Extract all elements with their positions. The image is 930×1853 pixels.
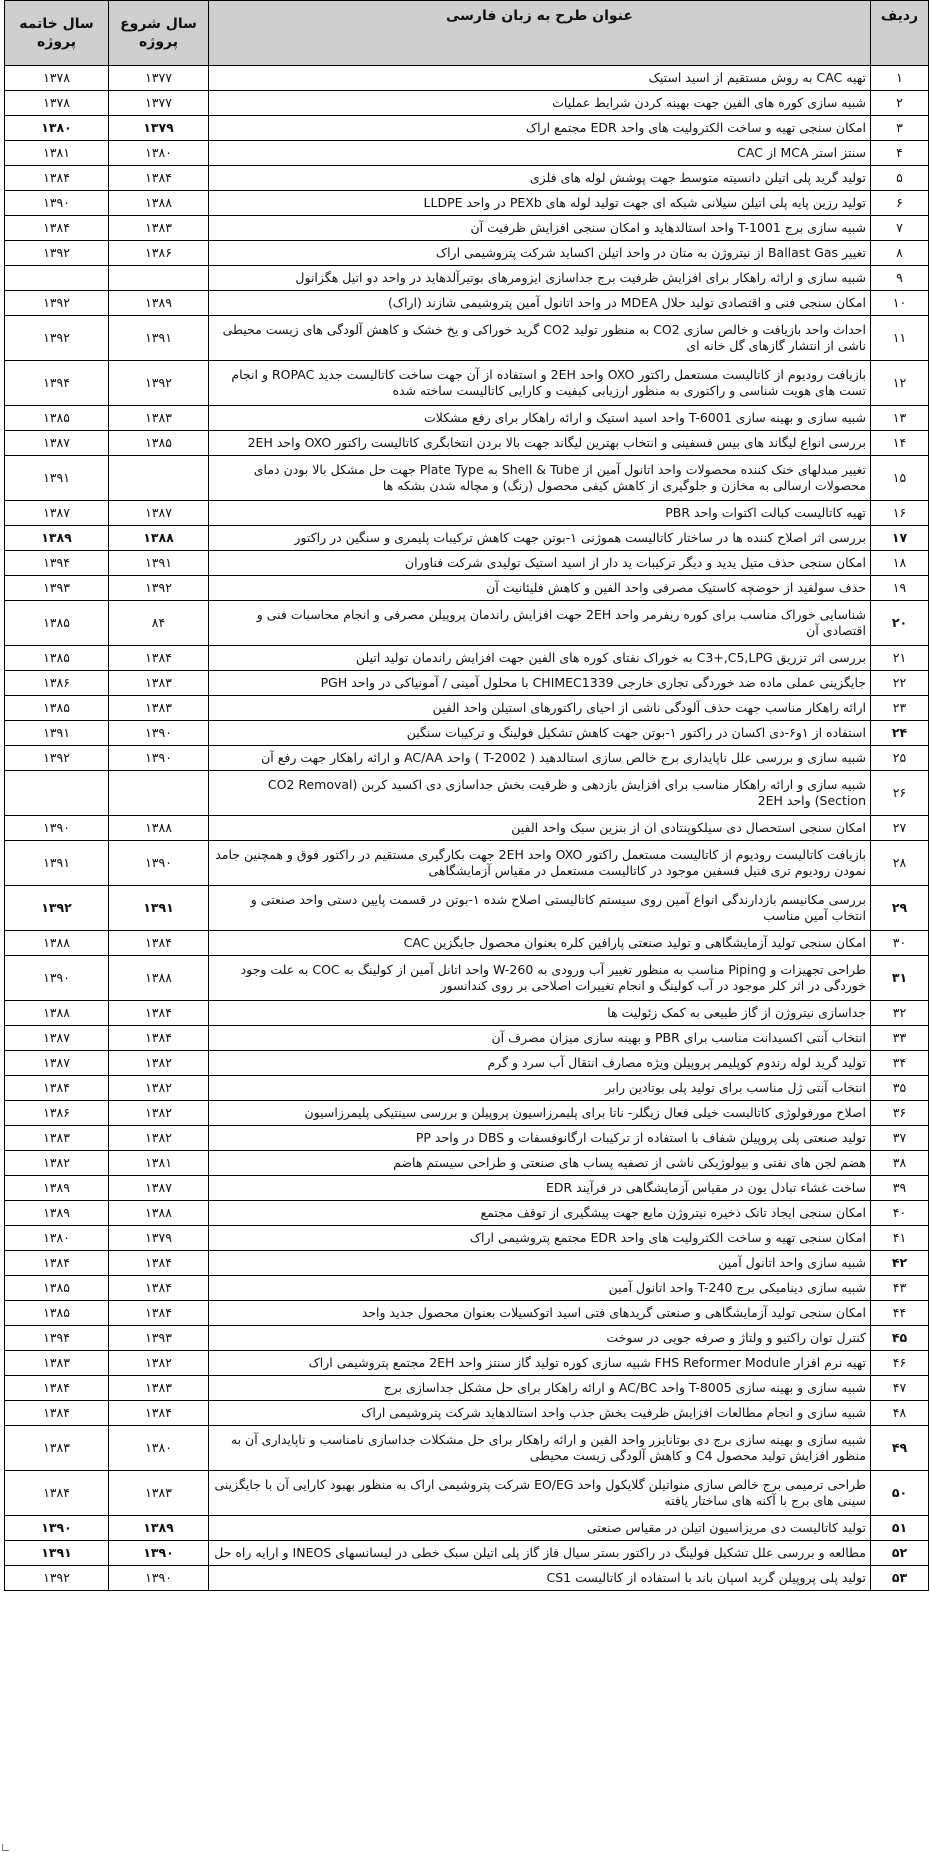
project-title-cell: شبیه سازی و بررسی علل ناپایداری برج خالص سازی استالدهید ( T-2002 ) واحد AC/AA و ارائه راهکار جهت رفع آن xyxy=(209,746,871,771)
project-title-cell: بازیافت رودیوم از کاتالیست مستعمل راکتور OXO واحد 2EH و استفاده از آن جهت ساخت کاتالیست جدید ROPAC و انجام تست های هویت شناسی و راکتوری به منظور ارزیابی کیفیت و کارایی کاتالیست ساخته شده xyxy=(209,361,871,406)
row-number-cell: ۹ xyxy=(871,266,929,291)
start-year-cell: ۱۳۸۴ xyxy=(109,931,209,956)
row-number-cell: ۴ xyxy=(871,141,929,166)
end-year-cell: ۱۳۸۰ xyxy=(5,1226,109,1251)
project-title-cell: اصلاح مورفولوژی کاتالیست خیلی فعال زیگلر- ناتا برای پلیمرزاسیون پروپیلن و بررسی سینتیکی پلیمرزاسیون xyxy=(209,1101,871,1126)
start-year-cell: ۱۳۸۹ xyxy=(109,291,209,316)
project-title-cell: تغییر مبدلهای خنک کننده محصولات واحد اتانول آمین از Shell & Tube به Plate Type جهت حل مشکل بالا بودن دمای محصولات ارسالی به مخازن و جلوگیری از کاهش کیفی محصول (رنگ) و مچاله شدن بشکه ها xyxy=(209,456,871,501)
end-year-cell: ۱۳۸۳ xyxy=(5,1351,109,1376)
start-year-cell: ۱۳۸۴ xyxy=(109,166,209,191)
project-title-cell: مطالعه و بررسی علل تشکیل فولینگ در راکتور بستر سیال فاز گاز پلی اتیلن سبک خطی در لیسانسهای INEOS و ارایه راه حل xyxy=(209,1541,871,1566)
start-year-cell: ۱۳۸۴ xyxy=(109,1301,209,1326)
row-number-cell: ۳۵ xyxy=(871,1076,929,1101)
project-title-cell: شبیه سازی دینامیکی برج T-240 واحد اتانول آمین xyxy=(209,1276,871,1301)
end-year-cell: ۱۳۸۷ xyxy=(5,501,109,526)
end-year-cell: ۱۳۷۸ xyxy=(5,91,109,116)
start-year-cell: ۱۳۸۲ xyxy=(109,1101,209,1126)
row-number-cell: ۲۴ xyxy=(871,721,929,746)
start-year-cell: ۱۳۸۳ xyxy=(109,696,209,721)
header-start-year xyxy=(109,1,209,66)
project-title-cell: شبیه سازی و انجام مطالعات افزایش ظرفیت بخش جذب واحد استالدهاید شرکت پتروشیمی اراک xyxy=(209,1401,871,1426)
row-number-cell: ۶ xyxy=(871,191,929,216)
start-year-cell: ۱۳۸۲ xyxy=(109,1051,209,1076)
row-number-cell: ۵۰ xyxy=(871,1471,929,1516)
projects-table xyxy=(4,0,929,1591)
start-year-cell: ۱۳۸۴ xyxy=(109,1026,209,1051)
project-title-cell: تهیه CAC به روش مستقیم از اسید استیک xyxy=(209,66,871,91)
table-row xyxy=(5,601,929,646)
row-number-cell: ۱۹ xyxy=(871,576,929,601)
start-year-cell: ۱۳۸۹ xyxy=(109,1516,209,1541)
table-row xyxy=(5,646,929,671)
table-row xyxy=(5,191,929,216)
table-row xyxy=(5,1426,929,1471)
table-row xyxy=(5,1471,929,1516)
start-year-cell: ۱۳۹۱ xyxy=(109,551,209,576)
end-year-cell: ۱۳۸۳ xyxy=(5,1426,109,1471)
table-row xyxy=(5,551,929,576)
end-year-cell: ۱۳۹۴ xyxy=(5,361,109,406)
table-row xyxy=(5,1126,929,1151)
row-number-cell: ۲۹ xyxy=(871,886,929,931)
row-number-cell: ۵۱ xyxy=(871,1516,929,1541)
end-year-cell: ۱۳۸۲ xyxy=(5,1151,109,1176)
start-year-cell: ۱۳۹۰ xyxy=(109,1566,209,1591)
project-title-cell: حذف سولفید از حوضچه کاستیک مصرفی واحد الفین و کاهش فلیئانیت آن xyxy=(209,576,871,601)
end-year-cell: ۱۳۸۵ xyxy=(5,601,109,646)
end-year-cell: ۱۳۸۳ xyxy=(5,1126,109,1151)
end-year-cell: ۱۳۹۲ xyxy=(5,241,109,266)
table-row xyxy=(5,1276,929,1301)
row-number-cell: ۲۱ xyxy=(871,646,929,671)
header-row-number: ردیف xyxy=(871,1,929,66)
project-title-cell: احداث واحد بازیافت و خالص سازی CO2 به منظور تولید CO2 گرید خوراکی و یخ خشک و کاهش آلودگی های زیست محیطی ناشی از انتشار گازهای گل خانه ای xyxy=(209,316,871,361)
row-number-cell: ۱۳ xyxy=(871,406,929,431)
row-number-cell: ۴۸ xyxy=(871,1401,929,1426)
row-number-cell: ۵۲ xyxy=(871,1541,929,1566)
start-year-cell: ۱۳۸۸ xyxy=(109,1201,209,1226)
start-year-cell xyxy=(109,266,209,291)
end-year-cell: ۱۳۸۴ xyxy=(5,1076,109,1101)
end-year-cell: ۱۳۷۸ xyxy=(5,66,109,91)
project-title-cell: ساخت غشاء تبادل یون در مقیاس آزمایشگاهی در فرآیند EDR xyxy=(209,1176,871,1201)
start-year-cell: ۸۴ xyxy=(109,601,209,646)
project-title-cell: کنترل توان راکتیو و ولتاژ و صرفه جویی در سوخت xyxy=(209,1326,871,1351)
row-number-cell: ۱۶ xyxy=(871,501,929,526)
row-number-cell: ۳۰ xyxy=(871,931,929,956)
start-year-cell: ۱۳۸۲ xyxy=(109,1076,209,1101)
row-number-cell: ۲۳ xyxy=(871,696,929,721)
table-row xyxy=(5,1026,929,1051)
row-number-cell: ۲۰ xyxy=(871,601,929,646)
end-year-cell: ۱۳۹۰ xyxy=(5,191,109,216)
start-year-cell xyxy=(109,771,209,816)
project-title-cell: امکان سنجی تهیه و ساخت الکترولیت های واحد EDR مجتمع اراک xyxy=(209,116,871,141)
project-title-cell: ارائه راهکار مناسب جهت حذف آلودگی ناشی از احیای راکتورهای استیلن واحد الفین xyxy=(209,696,871,721)
end-year-cell: ۱۳۸۸ xyxy=(5,1001,109,1026)
project-title-cell: امکان سنجی تولید آزمایشگاهی و صنعتی گریدهای فتی اسید اتوکسیلات بعنوان محصول جدید واحد xyxy=(209,1301,871,1326)
header-project-title: عنوان طرح به زبان فارسی xyxy=(209,1,871,66)
project-title-cell: شبیه سازی واحد اتانول آمین xyxy=(209,1251,871,1276)
project-title-cell: امکان سنجی فنی و اقتصادی تولید حلال MDEA در واحد اتانول آمین پتروشیمی شازند (اراک) xyxy=(209,291,871,316)
start-year-cell: ۱۳۸۳ xyxy=(109,406,209,431)
project-title-cell: تولید گرید پلی اتیلن دانسیته متوسط جهت پوشش لوله های فلزی xyxy=(209,166,871,191)
start-year-cell: ۱۳۷۷ xyxy=(109,91,209,116)
table-row xyxy=(5,456,929,501)
row-number-cell: ۳۲ xyxy=(871,1001,929,1026)
table-row xyxy=(5,1541,929,1566)
start-year-cell: ۱۳۷۷ xyxy=(109,66,209,91)
table-row xyxy=(5,116,929,141)
table-row xyxy=(5,1176,929,1201)
project-title-cell: تولید پلی پروپیلن گرید اسپان باند با استفاده از کاتالیست CS1 xyxy=(209,1566,871,1591)
project-title-cell: امکان سنجی ایجاد تانک ذخیره نیتروژن مایع جهت پیشگیری از توقف مجتمع xyxy=(209,1201,871,1226)
start-year-cell: ۱۳۸۸ xyxy=(109,956,209,1001)
table-row xyxy=(5,1151,929,1176)
project-title-cell: تغییر Ballast Gas از نیتروژن به متان در واحد اتیلن اکساید شرکت پتروشیمی اراک xyxy=(209,241,871,266)
table-row xyxy=(5,66,929,91)
row-number-cell: ۲۵ xyxy=(871,746,929,771)
table-row xyxy=(5,316,929,361)
table-row xyxy=(5,526,929,551)
start-year-cell: ۱۳۸۸ xyxy=(109,191,209,216)
header-start-year-line2: پروژه xyxy=(139,34,178,50)
start-year-cell: ۱۳۸۸ xyxy=(109,526,209,551)
start-year-cell: ۱۳۷۹ xyxy=(109,116,209,141)
project-title-cell: شناسایی خوراک مناسب برای کوره ریفرمر واحد 2EH جهت افزایش راندمان پروپیلن مصرفی و انجام محاسبات فنی و اقتصادی آن xyxy=(209,601,871,646)
row-number-cell: ۴۳ xyxy=(871,1276,929,1301)
table-row xyxy=(5,1516,929,1541)
start-year-cell: ۱۳۸۶ xyxy=(109,241,209,266)
end-year-cell: ۱۳۸۵ xyxy=(5,406,109,431)
start-year-cell: ۱۳۸۳ xyxy=(109,216,209,241)
end-year-cell: ۱۳۹۱ xyxy=(5,456,109,501)
start-year-cell: ۱۳۸۴ xyxy=(109,1276,209,1301)
end-year-cell: ۱۳۸۶ xyxy=(5,1101,109,1126)
project-title-cell: انتخاب آنتی ژل مناسب برای تولید پلی بوتادین رابر xyxy=(209,1076,871,1101)
row-number-cell: ۴۶ xyxy=(871,1351,929,1376)
end-year-cell: ۱۳۹۱ xyxy=(5,721,109,746)
start-year-cell: ۱۳۸۴ xyxy=(109,1251,209,1276)
table-row xyxy=(5,696,929,721)
row-number-cell: ۳۱ xyxy=(871,956,929,1001)
end-year-cell: ۱۳۹۰ xyxy=(5,956,109,1001)
table-row xyxy=(5,841,929,886)
end-year-cell: ۱۳۹۲ xyxy=(5,1566,109,1591)
end-year-cell: ۱۳۸۵ xyxy=(5,696,109,721)
table-row xyxy=(5,241,929,266)
table-row xyxy=(5,1001,929,1026)
project-title-cell: امکان سنجی تولید آزمایشگاهی و تولید صنعتی پارافین کلره بعنوان محصول جایگزین CAC xyxy=(209,931,871,956)
end-year-cell: ۱۳۸۴ xyxy=(5,1471,109,1516)
table-header-row xyxy=(5,1,929,66)
project-title-cell: جایگزینی عملی ماده ضد خوردگی تجاری خارجی CHIMEC1339 با محلول آمینی / آمونیاکی در واحد PGH xyxy=(209,671,871,696)
table-row xyxy=(5,816,929,841)
project-title-cell: شبیه سازی و ارائه راهکار مناسب برای افزایش بازدهی و ظرفیت بخش جداسازی دی اکسید کربن (CO2 Removal Section) واحد 2EH xyxy=(209,771,871,816)
row-number-cell: ۴۱ xyxy=(871,1226,929,1251)
row-number-cell: ۱۵ xyxy=(871,456,929,501)
row-number-cell: ۱۸ xyxy=(871,551,929,576)
start-year-cell: ۱۳۸۱ xyxy=(109,1151,209,1176)
row-number-cell: ۲۸ xyxy=(871,841,929,886)
project-title-cell: تهیه نرم افزار FHS Reformer Module شبیه سازی کوره تولید گاز سنتز واحد 2EH مجتمع پتروشیمی اراک xyxy=(209,1351,871,1376)
row-number-cell: ۲ xyxy=(871,91,929,116)
start-year-cell: ۱۳۸۵ xyxy=(109,431,209,456)
project-title-cell: استفاده از ۱و۶-دی اکسان در راکتور ۱-بوتن جهت کاهش تشکیل فولینگ و ترکیبات سنگین xyxy=(209,721,871,746)
start-year-cell: ۱۳۸۳ xyxy=(109,1376,209,1401)
table-row xyxy=(5,1376,929,1401)
start-year-cell: ۱۳۸۴ xyxy=(109,646,209,671)
row-number-cell: ۵۳ xyxy=(871,1566,929,1591)
project-title-cell: تهیه کاتالیست کبالت اکتوات واحد PBR xyxy=(209,501,871,526)
start-year-cell: ۱۳۹۰ xyxy=(109,721,209,746)
row-number-cell: ۸ xyxy=(871,241,929,266)
project-title-cell: شبیه سازی و بهینه سازی T-6001 واحد اسید استیک و ارائه راهکار برای رفع مشکلات xyxy=(209,406,871,431)
end-year-cell: ۱۳۸۴ xyxy=(5,216,109,241)
table-row xyxy=(5,886,929,931)
start-year-cell: ۱۳۹۱ xyxy=(109,316,209,361)
end-year-cell: ۱۳۹۲ xyxy=(5,746,109,771)
start-year-cell: ۱۳۸۴ xyxy=(109,1401,209,1426)
table-row xyxy=(5,431,929,456)
table-row xyxy=(5,1201,929,1226)
end-year-cell: ۱۳۹۴ xyxy=(5,551,109,576)
row-number-cell: ۷ xyxy=(871,216,929,241)
row-number-cell: ۴۹ xyxy=(871,1426,929,1471)
end-year-cell: ۱۳۸۵ xyxy=(5,1276,109,1301)
row-number-cell: ۱ xyxy=(871,66,929,91)
table-row xyxy=(5,721,929,746)
start-year-cell: ۱۳۹۲ xyxy=(109,576,209,601)
row-number-cell: ۴۴ xyxy=(871,1301,929,1326)
row-number-cell: ۴۷ xyxy=(871,1376,929,1401)
row-number-cell: ۲۲ xyxy=(871,671,929,696)
table-row xyxy=(5,291,929,316)
start-year-cell: ۱۳۸۰ xyxy=(109,1426,209,1471)
table-row xyxy=(5,141,929,166)
end-year-cell xyxy=(5,266,109,291)
end-year-cell: ۱۳۸۵ xyxy=(5,646,109,671)
start-year-cell: ۱۳۸۲ xyxy=(109,1351,209,1376)
end-year-cell xyxy=(5,771,109,816)
project-title-cell: هضم لجن های نفتی و بیولوژیکی ناشی از تصفیه پساب های صنعتی و طراحی سیستم هاضم xyxy=(209,1151,871,1176)
table-row xyxy=(5,1251,929,1276)
end-year-cell: ۱۳۹۲ xyxy=(5,886,109,931)
header-end-year xyxy=(5,1,109,66)
end-year-cell: ۱۳۸۱ xyxy=(5,141,109,166)
table-row xyxy=(5,931,929,956)
end-year-cell: ۱۳۸۵ xyxy=(5,1301,109,1326)
table-row xyxy=(5,1326,929,1351)
project-title-cell: تولید رزین پایه پلی اتیلن سیلانی شبکه ای جهت تولید لوله های PEXb در واحد LLDPE xyxy=(209,191,871,216)
end-year-cell: ۱۳۸۹ xyxy=(5,526,109,551)
row-number-cell: ۱۰ xyxy=(871,291,929,316)
row-number-cell: ۴۵ xyxy=(871,1326,929,1351)
start-year-cell: ۱۳۹۲ xyxy=(109,361,209,406)
project-title-cell: جداسازی نیتروژن از گاز طبیعی به کمک زئولیت ها xyxy=(209,1001,871,1026)
header-end-year-line2: پروژه xyxy=(37,34,76,50)
end-year-cell: ۱۳۸۷ xyxy=(5,431,109,456)
table-row xyxy=(5,1301,929,1326)
project-title-cell: تولید گرید لوله رندوم کوپلیمر پروپیلن ویژه مصارف انتقال آب سرد و گرم xyxy=(209,1051,871,1076)
end-year-cell: ۱۳۹۱ xyxy=(5,1541,109,1566)
row-number-cell: ۲۶ xyxy=(871,771,929,816)
start-year-cell: ۱۳۸۳ xyxy=(109,1471,209,1516)
table-row xyxy=(5,216,929,241)
start-year-cell: ۱۳۸۷ xyxy=(109,501,209,526)
end-year-cell: ۱۳۸۹ xyxy=(5,1176,109,1201)
table-row xyxy=(5,1351,929,1376)
end-year-cell: ۱۳۹۳ xyxy=(5,576,109,601)
row-number-cell: ۳۴ xyxy=(871,1051,929,1076)
table-row xyxy=(5,771,929,816)
row-number-cell: ۱۲ xyxy=(871,361,929,406)
end-year-cell: ۱۳۸۷ xyxy=(5,1051,109,1076)
end-year-cell: ۱۳۹۰ xyxy=(5,816,109,841)
start-year-cell: ۱۳۸۸ xyxy=(109,816,209,841)
end-year-cell: ۱۳۸۰ xyxy=(5,116,109,141)
row-number-cell: ۳۷ xyxy=(871,1126,929,1151)
end-year-cell: ۱۳۹۰ xyxy=(5,1516,109,1541)
start-year-cell: ۱۳۷۹ xyxy=(109,1226,209,1251)
row-number-cell: ۲۷ xyxy=(871,816,929,841)
project-title-cell: بررسی انواع لیگاند های بیس فسفینی و انتخاب بهترین لیگاند جهت بالا بردن انتخابگری کاتالیست راکتور OXO واحد 2EH xyxy=(209,431,871,456)
start-year-cell: ۱۳۸۰ xyxy=(109,141,209,166)
end-year-cell: ۱۳۸۴ xyxy=(5,1251,109,1276)
start-year-cell: ۱۳۹۳ xyxy=(109,1326,209,1351)
project-title-cell: طراحی ترمیمی برج خالص سازی منواتیلن گلایکول واحد EO/EG شرکت پتروشیمی اراک به منظور بهبود کارایی آن با جایگزینی سینی های برج با آکنه های ساختار یافته xyxy=(209,1471,871,1516)
table-row xyxy=(5,671,929,696)
row-number-cell: ۴۰ xyxy=(871,1201,929,1226)
table-row xyxy=(5,266,929,291)
end-year-cell: ۱۳۹۲ xyxy=(5,291,109,316)
project-title-cell: امکان سنجی حذف متیل یدید و دیگر ترکیبات ید دار از اسید استیک تولیدی شرکت فناوران xyxy=(209,551,871,576)
start-year-cell: ۱۳۹۰ xyxy=(109,841,209,886)
row-number-cell: ۳۹ xyxy=(871,1176,929,1201)
start-year-cell: ۱۳۸۷ xyxy=(109,1176,209,1201)
row-number-cell: ۳۳ xyxy=(871,1026,929,1051)
table-row xyxy=(5,746,929,771)
project-title-cell: امکان سنجی تهیه و ساخت الکترولیت های واحد EDR مجتمع پتروشیمی اراک xyxy=(209,1226,871,1251)
project-title-cell: شبیه سازی برج T-1001 واحد استالدهاید و امکان سنجی افزایش ظرفیت آن xyxy=(209,216,871,241)
row-number-cell: ۴۲ xyxy=(871,1251,929,1276)
end-year-cell: ۱۳۸۴ xyxy=(5,166,109,191)
page-corner-mark xyxy=(2,1844,9,1851)
project-title-cell: شبیه سازی و بهینه سازی برج دی بوتانایزر واحد الفین و ارائه راهکار برای حل مشکلات جداسازی نامناسب و ناپایداری آن به منظور افزایش تولید محصول C4 و کاهش آلودگی زیست محیطی xyxy=(209,1426,871,1471)
table-row xyxy=(5,1226,929,1251)
row-number-cell: ۱۱ xyxy=(871,316,929,361)
start-year-cell xyxy=(109,456,209,501)
table-row xyxy=(5,956,929,1001)
header-start-year-line1: سال شروع xyxy=(120,16,197,32)
project-title-cell: طراحی تجهیزات و Piping مناسب به منظور تغییر آب ورودی به W-260 واحد اتانل آمین از کولینگ به COC به علت وجود خوردگی در اثر کلر موجود در آب کولینگ و انجام تغییرات اصلاحی بر روی کندانسور xyxy=(209,956,871,1001)
table-row xyxy=(5,1401,929,1426)
table-row xyxy=(5,1051,929,1076)
start-year-cell: ۱۳۹۰ xyxy=(109,746,209,771)
project-title-cell: انتخاب آنتی اکسیدانت مناسب برای PBR و بهینه سازی میزان مصرف آن xyxy=(209,1026,871,1051)
table-body xyxy=(5,66,929,1591)
row-number-cell: ۱۷ xyxy=(871,526,929,551)
table-row xyxy=(5,501,929,526)
table-row xyxy=(5,576,929,601)
start-year-cell: ۱۳۹۱ xyxy=(109,886,209,931)
start-year-cell: ۱۳۹۰ xyxy=(109,1541,209,1566)
end-year-cell: ۱۳۸۴ xyxy=(5,1401,109,1426)
project-title-cell: شبیه سازی و بهینه سازی T-8005 واحد AC/BC و ارائه راهکار برای حل مشکل جداسازی برج xyxy=(209,1376,871,1401)
row-number-cell: ۵ xyxy=(871,166,929,191)
end-year-cell: ۱۳۹۱ xyxy=(5,841,109,886)
end-year-cell: ۱۳۸۷ xyxy=(5,1026,109,1051)
project-title-cell: بررسی مکانیسم بازدارندگی انواع آمین روی سیستم کاتالیستی اصلاح شده ۱-بوتن در قسمت پایین دستی واحد صنعتی و انتخاب آمین مناسب xyxy=(209,886,871,931)
project-title-cell: تولید کاتالیست دی مریزاسیون اتیلن در مقیاس صنعتی xyxy=(209,1516,871,1541)
end-year-cell: ۱۳۹۲ xyxy=(5,316,109,361)
end-year-cell: ۱۳۹۴ xyxy=(5,1326,109,1351)
end-year-cell: ۱۳۸۹ xyxy=(5,1201,109,1226)
row-number-cell: ۳۸ xyxy=(871,1151,929,1176)
end-year-cell: ۱۳۸۶ xyxy=(5,671,109,696)
start-year-cell: ۱۳۸۲ xyxy=(109,1126,209,1151)
table-row xyxy=(5,406,929,431)
project-title-cell: بازیافت کاتالیست رودیوم از کاتالیست مستعمل راکتور OXO واحد 2EH جهت بکارگیری مستقیم در راکتور فوق و همچنین جامد نمودن رودیوم تری فنیل فسفین موجود در کاتالیست مستعمل در مقیاس آزمایشگاهی xyxy=(209,841,871,886)
project-title-cell: امکان سنجی استحصال دی سیلکوپنتادی ان از بنزین سبک واحد الفین xyxy=(209,816,871,841)
table-row xyxy=(5,1101,929,1126)
start-year-cell: ۱۳۸۴ xyxy=(109,1001,209,1026)
table-row xyxy=(5,166,929,191)
project-title-cell: بررسی اثر تزریق C3+,C5,LPG به خوراک نفتای کوره های الفین جهت افزایش راندمان تولید اتیلن xyxy=(209,646,871,671)
header-end-year-line1: سال خاتمه xyxy=(19,16,94,32)
project-title-cell: تولید صنعتی پلی پروپیلن شفاف با استفاده از ترکیبات ارگانوفسفات و DBS در واحد PP xyxy=(209,1126,871,1151)
start-year-cell: ۱۳۸۳ xyxy=(109,671,209,696)
row-number-cell: ۳۶ xyxy=(871,1101,929,1126)
project-title-cell: بررسی اثر اصلاح کننده ها در ساختار کاتالیست هموژنی ۱-بوتن جهت کاهش ترکیبات پلیمری و سنگین در راکتور xyxy=(209,526,871,551)
end-year-cell: ۱۳۸۸ xyxy=(5,931,109,956)
table-row xyxy=(5,91,929,116)
table-row xyxy=(5,1076,929,1101)
row-number-cell: ۱۴ xyxy=(871,431,929,456)
end-year-cell: ۱۳۸۴ xyxy=(5,1376,109,1401)
project-title-cell: شبیه سازی و ارائه راهکار برای افزایش ظرفیت برج جداسازی ایزومرهای بوتیرآلدهاید در واحد دو اتیل هگزانول xyxy=(209,266,871,291)
project-title-cell: شبیه سازی کوره های الفین جهت بهینه کردن شرایط عملیات xyxy=(209,91,871,116)
table-row xyxy=(5,361,929,406)
row-number-cell: ۳ xyxy=(871,116,929,141)
table-row xyxy=(5,1566,929,1591)
project-title-cell: سنتز استر MCA از CAC xyxy=(209,141,871,166)
